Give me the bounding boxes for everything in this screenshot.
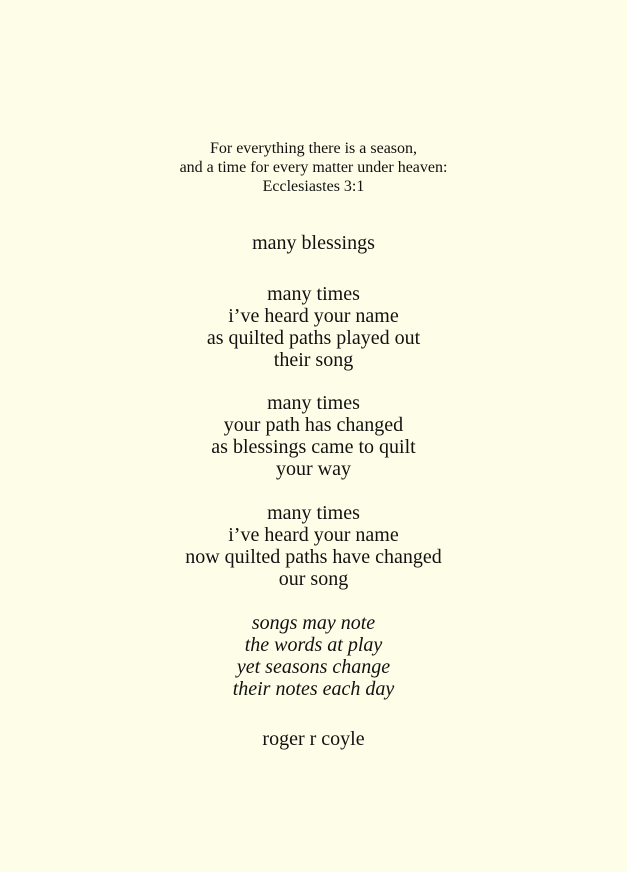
poem-line: i’ve heard your name <box>228 524 399 546</box>
stanza-1 <box>0 283 627 371</box>
poem-line: the words at play <box>244 634 383 656</box>
epigraph-citation: Ecclesiastes 3:1 <box>262 178 365 195</box>
epigraph-line: For everything there is a season, <box>209 140 418 157</box>
poem-title: many blessings <box>252 232 375 254</box>
poem-line: many times <box>267 392 360 414</box>
poem-line: our song <box>278 568 349 590</box>
poem-line: many times <box>267 283 360 305</box>
poem-line: i’ve heard your name <box>228 305 399 327</box>
stanza-4-italic <box>0 612 627 700</box>
poem-line: their song <box>273 349 354 371</box>
poem-author: roger r coyle <box>262 728 365 750</box>
epigraph <box>0 139 627 196</box>
poem-line: as blessings came to quilt <box>211 436 416 458</box>
epigraph-line: and a time for every matter under heaven: <box>179 159 448 176</box>
stanza-2 <box>0 392 627 480</box>
poem-line: now quilted paths have changed <box>185 546 442 568</box>
poem-line: their notes each day <box>232 678 395 700</box>
poem-line: your way <box>276 458 351 480</box>
poem-line: your path has changed <box>223 414 404 436</box>
poem-line: as quilted paths played out <box>206 327 421 349</box>
stanza-3 <box>0 502 627 590</box>
poem-line: many times <box>267 502 360 524</box>
poem-line: songs may note <box>251 612 376 634</box>
poem-line: yet seasons change <box>236 656 391 678</box>
